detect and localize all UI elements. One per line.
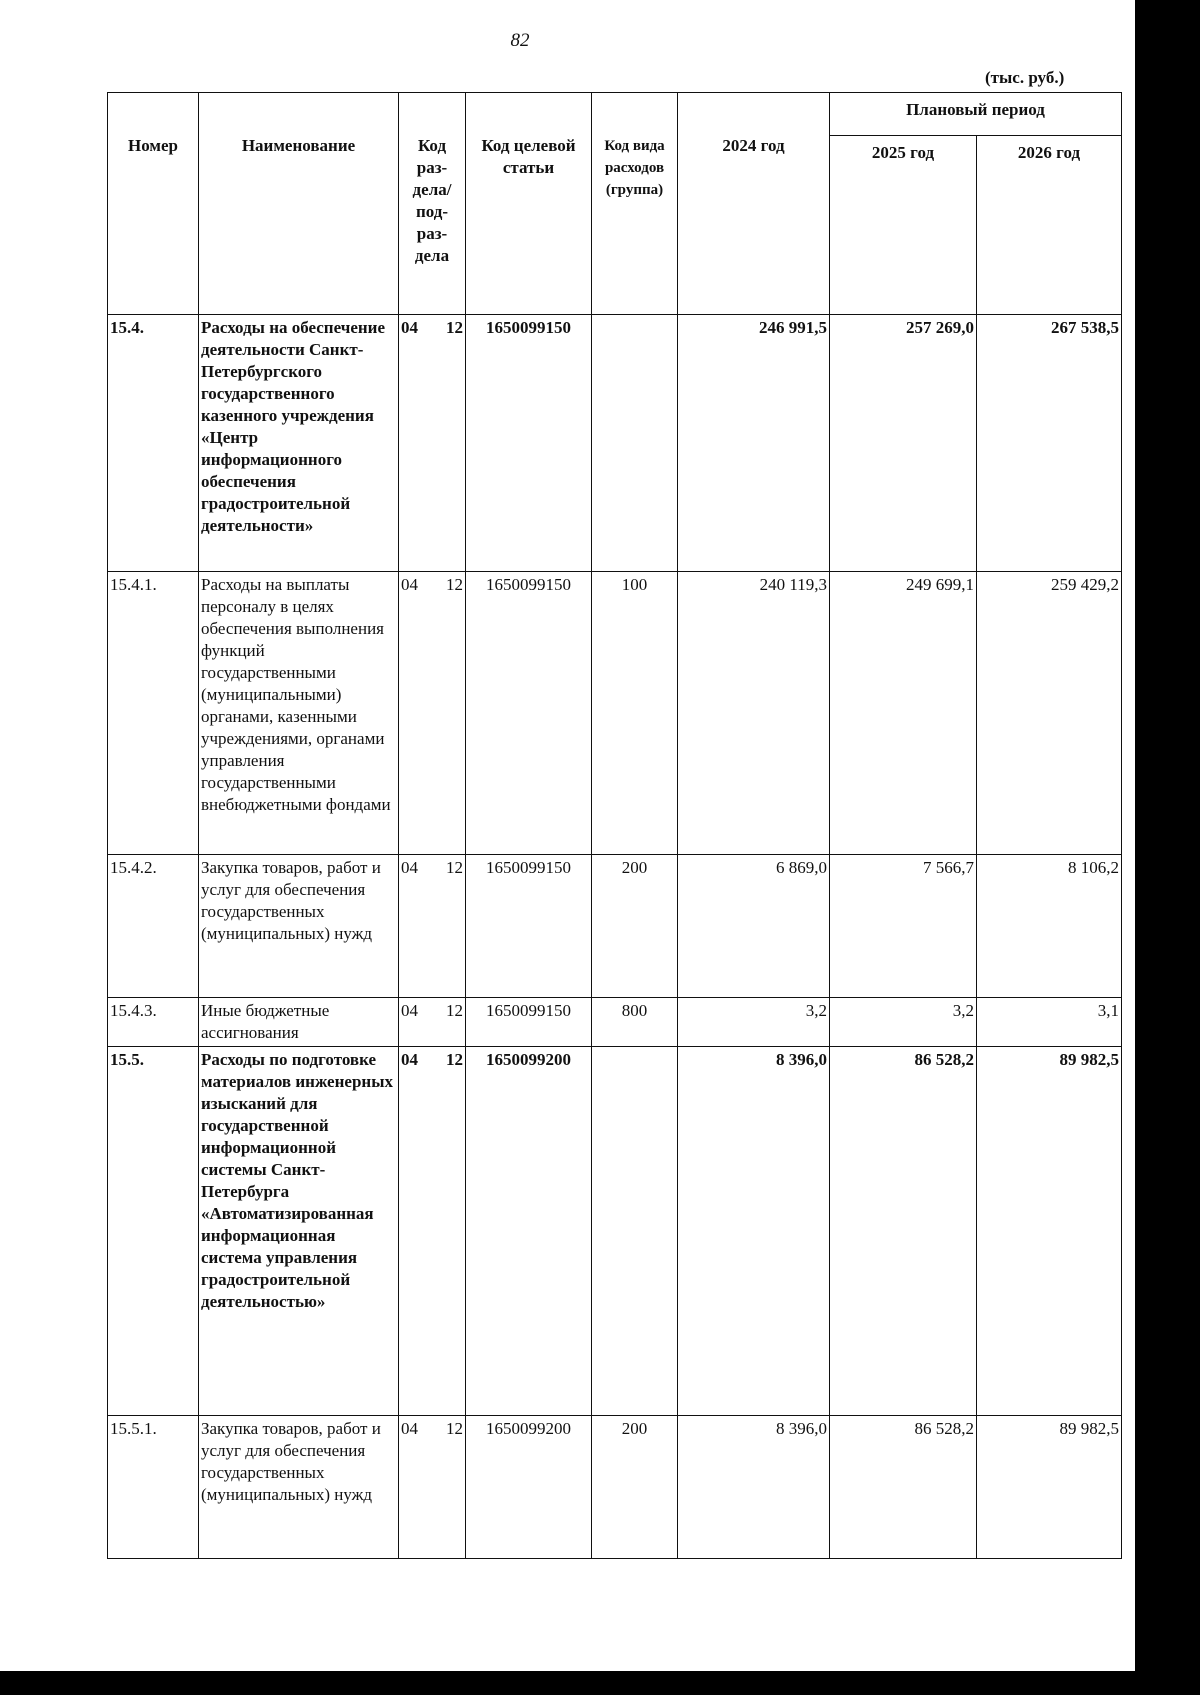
header-target: Код целевой статьи xyxy=(466,93,592,315)
subsection-code: 12 xyxy=(446,318,463,337)
section-code: 04 xyxy=(401,318,418,337)
row-2024: 6 869,0 xyxy=(678,855,830,998)
row-target-code: 1650099150 xyxy=(466,998,592,1047)
row-section-code xyxy=(399,998,466,1047)
row-kind-code xyxy=(592,1047,678,1416)
row-name: Расходы на обеспечение деятельности Санкт-Петербургского государственного казенного учреждения «Центр информационного обеспечения градостроительной деятельности» xyxy=(199,315,399,572)
header-number: Номер xyxy=(108,93,199,315)
row-section-code xyxy=(399,1047,466,1416)
row-number: 15.5. xyxy=(108,1047,199,1416)
section-code: 04 xyxy=(401,1001,418,1020)
row-section-code xyxy=(399,855,466,998)
row-section-code xyxy=(399,572,466,855)
row-target-code: 1650099150 xyxy=(466,315,592,572)
row-name: Расходы на выплаты персоналу в целях обеспечения выполнения функций государственными (муниципальными) органами, казенными учреждениями, органами управления государственными внебюджетными фондами xyxy=(199,572,399,855)
row-2026: 89 982,5 xyxy=(977,1416,1122,1559)
subsection-code: 12 xyxy=(446,1001,463,1020)
row-2024: 240 119,3 xyxy=(678,572,830,855)
table-row xyxy=(108,572,1122,855)
section-code: 04 xyxy=(401,1419,418,1438)
row-name: Закупка товаров, работ и услуг для обеспечения государственных (муниципальных) нужд xyxy=(199,855,399,998)
table-row xyxy=(108,998,1122,1047)
table-row xyxy=(108,1047,1122,1416)
scan-edge-right xyxy=(1135,0,1200,1695)
subsection-code: 12 xyxy=(446,575,463,594)
table-row xyxy=(108,315,1122,572)
row-2026: 3,1 xyxy=(977,998,1122,1047)
row-section-code xyxy=(399,1416,466,1559)
row-target-code: 1650099200 xyxy=(466,1416,592,1559)
header-2024: 2024 год xyxy=(678,93,830,315)
row-2025: 86 528,2 xyxy=(830,1416,977,1559)
header-2026: 2026 год xyxy=(977,136,1122,315)
row-number: 15.5.1. xyxy=(108,1416,199,1559)
row-2025: 7 566,7 xyxy=(830,855,977,998)
row-target-code: 1650099150 xyxy=(466,855,592,998)
row-kind-code: 100 xyxy=(592,572,678,855)
subsection-code: 12 xyxy=(446,1419,463,1438)
row-2026: 267 538,5 xyxy=(977,315,1122,572)
budget-table xyxy=(107,92,1122,1559)
header-row xyxy=(108,93,1122,136)
row-2024: 8 396,0 xyxy=(678,1047,830,1416)
row-number: 15.4. xyxy=(108,315,199,572)
header-kind: Код вида расходов (группа) xyxy=(592,93,678,315)
row-kind-code: 200 xyxy=(592,855,678,998)
header-planned-period: Плановый период xyxy=(830,93,1122,136)
row-2025: 249 699,1 xyxy=(830,572,977,855)
row-section-code xyxy=(399,315,466,572)
row-number: 15.4.2. xyxy=(108,855,199,998)
subsection-code: 12 xyxy=(446,1050,463,1069)
row-kind-code: 200 xyxy=(592,1416,678,1559)
page-number: 82 xyxy=(510,30,530,51)
row-2024: 246 991,5 xyxy=(678,315,830,572)
row-number: 15.4.1. xyxy=(108,572,199,855)
units-label: (тыс. руб.) xyxy=(985,68,1065,87)
section-code: 04 xyxy=(401,858,418,877)
row-kind-code xyxy=(592,315,678,572)
row-number: 15.4.3. xyxy=(108,998,199,1047)
row-2026: 89 982,5 xyxy=(977,1047,1122,1416)
section-code: 04 xyxy=(401,575,418,594)
row-2026: 259 429,2 xyxy=(977,572,1122,855)
row-2024: 8 396,0 xyxy=(678,1416,830,1559)
table-row xyxy=(108,855,1122,998)
row-2025: 257 269,0 xyxy=(830,315,977,572)
row-2026: 8 106,2 xyxy=(977,855,1122,998)
row-name: Расходы по подготовке материалов инженерных изысканий для государственной информационной системы Санкт-Петербурга «Автоматизированная информационная система управления градостроительной деятельностью» xyxy=(199,1047,399,1416)
subsection-code: 12 xyxy=(446,858,463,877)
header-2025: 2025 год xyxy=(830,136,977,315)
header-name: Наименование xyxy=(199,93,399,315)
table-row xyxy=(108,1416,1122,1559)
row-target-code: 1650099150 xyxy=(466,572,592,855)
header-section: Код раз-дела/ под-раз-дела xyxy=(399,93,466,315)
row-name: Закупка товаров, работ и услуг для обеспечения государственных (муниципальных) нужд xyxy=(199,1416,399,1559)
row-target-code: 1650099200 xyxy=(466,1047,592,1416)
scan-edge-bottom xyxy=(0,1671,1200,1695)
row-2025: 86 528,2 xyxy=(830,1047,977,1416)
row-2024: 3,2 xyxy=(678,998,830,1047)
row-name: Иные бюджетные ассигнования xyxy=(199,998,399,1047)
row-2025: 3,2 xyxy=(830,998,977,1047)
section-code: 04 xyxy=(401,1050,418,1069)
row-kind-code: 800 xyxy=(592,998,678,1047)
